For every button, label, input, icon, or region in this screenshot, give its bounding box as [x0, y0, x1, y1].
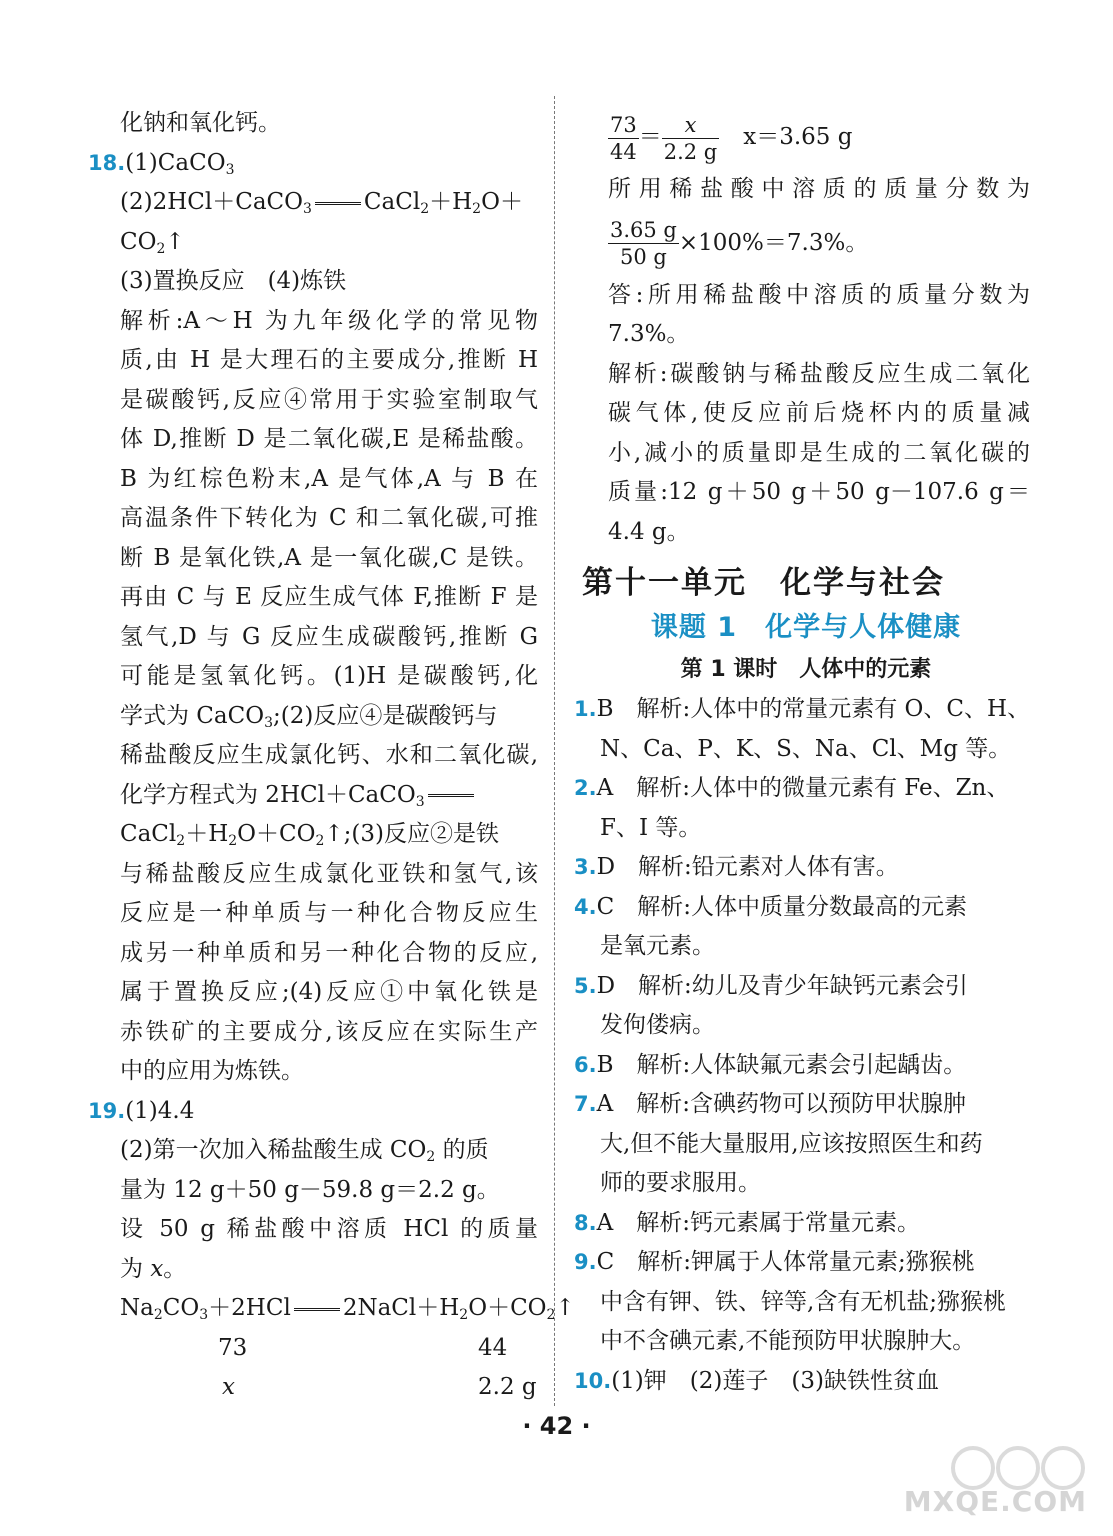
question-number: 2.	[574, 776, 597, 800]
subscript: 2	[315, 833, 325, 849]
text-part: (2)第一次加入稀盐酸生成 CO	[120, 1137, 427, 1163]
question-number: 18.	[88, 150, 126, 175]
text-line: 中的应用为炼铁。	[120, 1058, 304, 1084]
text-line: 化钠和氧化钙。	[120, 110, 281, 136]
text-line: 答:所用稀盐酸中溶质的质量分数为	[608, 281, 1030, 308]
text-line: 碳气体,使反应前后烧杯内的质量减	[608, 400, 1030, 426]
equals-sign	[428, 794, 474, 797]
percentage-equation	[582, 210, 1030, 276]
subscript: 2	[228, 833, 238, 849]
text-line: 反应是一种单质与一种化合物反应生	[120, 900, 538, 926]
denominator: 2.2 g	[663, 139, 718, 164]
proportion-equation	[582, 104, 1030, 170]
question-number: 4.	[574, 894, 597, 919]
equation-part: Na	[120, 1295, 154, 1321]
list-item	[574, 888, 1030, 928]
watermark-text: MXQE.COM	[903, 1485, 1087, 1518]
answer-text: (1)CaCO	[125, 149, 226, 176]
list-item-cont: 中含有钾、铁、锌等,含有无机盐;猕猴桃	[600, 1288, 1007, 1315]
answer-text: (1)钾 (2)莲子 (3)缺铁性贫血	[611, 1367, 939, 1394]
answer-text: A 解析:含碘药物可以预防甲状腺肿	[596, 1091, 966, 1117]
equation-line	[88, 1289, 575, 1329]
question-18-answer-1	[88, 144, 538, 184]
text-part: ↑;(3)反应②是铁	[324, 821, 500, 847]
list-item	[574, 1362, 1030, 1402]
text-line: 小,减小的质量即是生成的二氧化碳的	[608, 439, 1030, 466]
question-number: 3.	[574, 855, 597, 879]
text-part: 化学方程式为 2HCl＋CaCO	[120, 781, 416, 808]
numerator: x	[662, 112, 720, 139]
ratio-row	[88, 1329, 538, 1369]
equation-part: CO	[120, 228, 157, 255]
equation-part: ＋H	[429, 189, 473, 215]
list-item	[574, 690, 1030, 730]
answer-text: A 解析:人体中的微量元素有 Fe、Zn、	[596, 775, 1010, 801]
equation-line	[88, 183, 538, 223]
equation-part: ＋2HCl	[208, 1295, 291, 1321]
text-line	[88, 815, 538, 855]
text-line	[88, 776, 538, 816]
list-item-cont: 师的要求服用。	[600, 1170, 761, 1196]
text-line: 稀盐酸反应生成氯化钙、水和二氧化碳,	[120, 742, 538, 768]
subscript: 2	[176, 833, 186, 849]
fraction	[662, 112, 720, 165]
text-line: 设 50 g 稀盐酸中溶质 HCl 的质量	[120, 1216, 538, 1242]
fraction	[608, 112, 639, 165]
unit-title: 第十一单元 化学与社会	[582, 565, 945, 601]
text-line: 高温条件下转化为 C 和二氧化碳,可推	[120, 505, 538, 531]
answer-text: C 解析:钾属于人体常量元素;猕猴桃	[596, 1249, 975, 1275]
text-part: 学式为 CaCO	[120, 702, 265, 729]
question-number: 19.	[88, 1098, 126, 1123]
ratio-row	[88, 1368, 538, 1408]
period-title: 第 1 课时 人体中的元素	[680, 657, 932, 682]
fraction	[608, 217, 679, 270]
right-column	[574, 104, 1031, 1401]
text-line: 再由 C 与 E 反应生成气体 F,推断 F 是	[120, 584, 538, 610]
subscript: 2	[420, 201, 430, 217]
text-line: B 为红棕色粉末,A 是气体,A 与 B 在	[120, 465, 538, 492]
left-column	[88, 104, 575, 1408]
text-line	[88, 1250, 538, 1290]
list-item	[574, 1243, 1030, 1283]
question-number: 8.	[574, 1210, 597, 1235]
text-line: 是碳酸钙,反应④常用于实验室制取气	[120, 386, 538, 413]
text-part: ;(2)反应④是碳酸钙与	[273, 702, 498, 729]
list-item	[574, 1085, 1030, 1125]
text-line: 体 D,推断 D 是二氧化碳,E 是稀盐酸。	[120, 426, 538, 452]
question-number: 1.	[574, 697, 597, 721]
subscript: 2	[426, 1149, 436, 1165]
text-line	[88, 697, 538, 737]
text-line: 质,由 H 是大理石的主要成分,推断 H	[120, 347, 538, 373]
denominator: 50 g	[620, 245, 667, 269]
subscript: 3	[199, 1307, 209, 1323]
subscript: 3	[303, 201, 312, 217]
list-item-cont: 中不含碘元素,不能预防甲状腺肿大。	[600, 1328, 976, 1354]
lesson-title: 课题 1 化学与人体健康	[650, 612, 962, 643]
text-line: 可能是氢氧化钙。(1)H 是碳酸钙,化	[120, 663, 538, 689]
text-line	[88, 1131, 538, 1171]
text-line: 断 B 是氧化铁,A 是一氧化碳,C 是铁。	[120, 544, 538, 571]
equation-part: CO	[162, 1295, 200, 1321]
ratio-value: 73	[218, 1334, 248, 1361]
equation-part: O＋	[481, 189, 523, 215]
page-number: · 42 ·	[522, 1412, 591, 1440]
text-line: 4.4 g。	[608, 518, 690, 545]
watermark-logo	[903, 1442, 1093, 1522]
equals-sign	[294, 1308, 340, 1311]
equation-part: (2)2HCl＋CaCO	[120, 189, 303, 215]
equation-part: O＋CO	[468, 1295, 547, 1321]
text-line: 属于置换反应;(4)反应①中氧化铁是	[120, 979, 538, 1005]
numerator: 73	[610, 112, 637, 137]
list-item-cont: N、Ca、P、K、S、Na、Cl、Mg 等。	[600, 735, 1012, 762]
answer-text: A 解析:钙元素属于常量元素。	[596, 1209, 920, 1236]
ratio-value: x	[222, 1374, 235, 1400]
text-line: 赤铁矿的主要成分,该反应在实际生产	[120, 1018, 538, 1045]
list-item-cont: 发佝偻病。	[600, 1012, 715, 1038]
ratio-value: 44	[478, 1334, 508, 1361]
answer-text: C 解析:人体中质量分数最高的元素	[596, 893, 967, 920]
list-item	[574, 967, 1030, 1007]
text-part: 为	[120, 1255, 151, 1282]
answer-text: (1)4.4	[125, 1097, 195, 1124]
denominator: 44	[610, 139, 637, 164]
answer-text: D 解析:铅元素对人体有害。	[596, 854, 899, 880]
variable: x	[150, 1255, 164, 1282]
answer-text: B 解析:人体中的常量元素有 O、C、H、	[596, 696, 1031, 722]
gas-arrow: ↑	[555, 1295, 575, 1321]
subscript: 2	[546, 1307, 556, 1323]
text-line: 氢气,D 与 G 反应生成碳酸钙,推断 G	[120, 623, 538, 650]
equals: ＝	[638, 124, 662, 150]
question-number: 7.	[574, 1092, 597, 1116]
column-divider	[554, 96, 555, 1406]
subscript: 3	[225, 161, 235, 178]
text-line: 所用稀盐酸中溶质的质量分数为	[608, 176, 1030, 202]
answer-text: B 解析:人体缺氟元素会引起龋齿。	[596, 1051, 967, 1078]
text-part: 的质	[435, 1137, 489, 1163]
subscript: 3	[415, 793, 425, 810]
question-number: 10.	[574, 1368, 612, 1393]
result: x＝3.65 g	[743, 124, 853, 150]
equals-sign	[315, 202, 361, 205]
text-line: 与稀盐酸反应生成氯化亚铁和氢气,该	[120, 860, 538, 887]
equation-part: CaCl	[363, 189, 421, 215]
list-item-cont: 是氧元素。	[600, 933, 715, 959]
subscript: 2	[459, 1307, 469, 1323]
list-item	[574, 769, 1030, 809]
text-part: CaCl	[120, 821, 177, 847]
text-part: ＋H	[185, 821, 229, 847]
result: ×100%＝7.3%。	[678, 229, 869, 256]
equation-line	[88, 223, 538, 263]
list-item	[574, 848, 1030, 888]
subscript: 2	[153, 1307, 163, 1323]
equation-part: 2NaCl＋H	[342, 1295, 460, 1321]
text-line: (3)置换反应 (4)炼铁	[120, 268, 347, 294]
text-line: 解析:A～H 为九年级化学的常见物	[120, 307, 538, 334]
text-line: 量为 12 g＋50 g－59.8 g＝2.2 g。	[120, 1176, 500, 1203]
subscript: 2	[156, 240, 166, 257]
subscript: 2	[472, 201, 482, 217]
answer-list	[574, 690, 1030, 1401]
subscript: 3	[264, 714, 273, 731]
answer-text: D 解析:幼儿及青少年缺钙元素会引	[596, 972, 968, 999]
numerator: 3.65 g	[610, 218, 677, 242]
list-item	[574, 1046, 1030, 1086]
question-number: 9.	[574, 1250, 597, 1274]
question-number: 6.	[574, 1052, 597, 1077]
list-item-cont: 大,但不能大量服用,应该按照医生和药	[600, 1130, 983, 1157]
text-line: 解析:碳酸钠与稀盐酸反应生成二氧化	[608, 360, 1030, 387]
text-part: O＋CO	[237, 821, 316, 847]
ratio-value: 2.2 g	[478, 1374, 537, 1400]
question-number: 5.	[574, 973, 597, 998]
text-line: 质量:12 g＋50 g＋50 g－107.6 g＝	[608, 479, 1030, 505]
text-part: 。	[163, 1255, 187, 1282]
text-line: 7.3%。	[608, 321, 690, 347]
list-item	[574, 1204, 1030, 1244]
question-19-answer-1	[88, 1092, 538, 1132]
text-line: 成另一种单质和另一种化合物的反应,	[120, 939, 538, 966]
list-item-cont: F、I 等。	[600, 814, 702, 841]
gas-arrow: ↑	[165, 228, 185, 255]
